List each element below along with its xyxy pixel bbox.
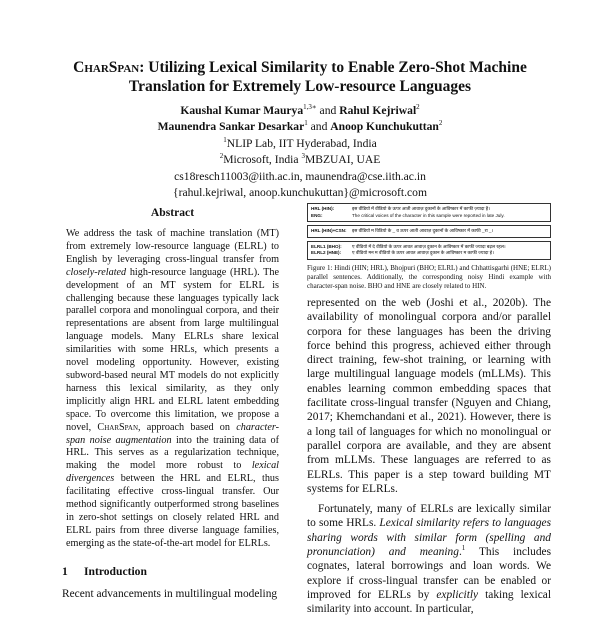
figure-box-elrl xyxy=(307,241,551,260)
figure-row-label: HRL (HIN): xyxy=(311,206,335,211)
abstract-emphasis: closely-related xyxy=(66,266,127,278)
figure-row xyxy=(311,228,547,235)
figure-row-text: इस वीडियो में वीडियो के ऊपर आती आवाज़ दुकानों के आविष्कार में काफी ज़्यादा है। xyxy=(352,206,490,211)
figure-row xyxy=(311,244,547,251)
affiliation-1 xyxy=(40,136,560,152)
figure-row-text: ए वीडियो में दे वीडियो के ऊपर आवत आवाज़ दुकान के आविष्कार में काफी ज्यादा बढ़ल रहल। xyxy=(352,243,506,249)
affiliation-text: Microsoft, India xyxy=(223,153,302,167)
affiliation-2 xyxy=(40,152,560,168)
figure-1 xyxy=(307,203,551,291)
affiliation-mark: 3 xyxy=(301,152,305,161)
abstract-segment: into the training data of HRL. This serves as a regularization technique, making the model more robust to xyxy=(66,434,279,472)
figure-row-text: ए वीडियो मन म वीडियो के ऊपर आवत आवाज़ दुकान के आविष्कार म काफी ज्यादा हे। xyxy=(352,250,494,256)
section-number: 1 xyxy=(62,564,68,578)
figure-row-text: The critical voices of the character in this sample were reported in late July. xyxy=(352,212,505,218)
abstract-heading: Abstract xyxy=(150,206,195,219)
author-name: Anoop Kunchukuttan xyxy=(330,120,439,134)
author-separator: and xyxy=(316,104,340,117)
paragraph-segment: This includes cognates, lateral borrowings and loan words. We explore if cross-lingual transfer can be enabled or improved for ELRLs by xyxy=(307,546,551,601)
author-line-2 xyxy=(40,119,560,135)
abstract-emphasis: lexical divergences xyxy=(66,460,279,485)
abstract-emphasis: character-span noise augmentation xyxy=(66,421,280,446)
right-column-text xyxy=(307,296,551,617)
author-affiliation-mark: 2 xyxy=(438,119,443,128)
figure-row xyxy=(311,213,547,220)
author-emails-2: {rahul.kejriwal, anoop.kunchukuttan}@microsoft.com xyxy=(173,186,427,200)
abstract-method-name: CharSpan xyxy=(97,421,139,433)
author-separator: and xyxy=(307,120,331,134)
affiliation-mark: 2 xyxy=(219,152,224,161)
paragraph: represented on the web (Joshi et al., 2020b). The availability of monolingual corpora and/or parallel corpora for these languages has been the driving force behind this progress, achieved either through direct training, few-shot training, or learning with large multilingual language models (mLLMs). This enables learning common embedding spaces that facilitate cross-lingual transfer (Nguyen and Chiang, 2017; Khemchandani et al., 2021). However, there is a long tail of languages for which no monolingual or parallel corpora are available, and they are absent from mLLMs. These languages are referred to as ELRLs. This paper is a step toward building MT systems for ELRLs. xyxy=(307,297,551,495)
title-method-name: CharSpan xyxy=(73,59,140,76)
introduction-text: Recent advancements in multilingual modeling xyxy=(62,587,278,600)
abstract-segment: We address the task of machine translation (MT) from extremely low-resource language (ELRL) to English by leveraging cross-lingual transfer from xyxy=(66,228,279,265)
figure-row xyxy=(311,250,547,257)
paragraph-emphasis: Lexical similarity refers to languages sharing words with similar form (spelling and pronunciation) and meaning xyxy=(307,517,552,559)
abstract-segment: high-resource language (HRL). The development of an MT system for ELRL is challenging because these languages typically lack parallel corpora and monolingual corpora, and their representations are absent from large multilingual language models. Many ELRLs share lexical similarities with some HRLs, which presents a novel modeling opportunity. However, existing subword-based neural MT models do not explicitly harness this lexical similarity, as they only implicitly align HRL and ELRL latent embedding space. To overcome this limitation, we propose a novel, xyxy=(66,266,279,433)
paragraph-segment: Fortunately, many of ELRLs are lexically similar to some HRLs. xyxy=(307,503,551,530)
paragraph-emphasis: explicitly xyxy=(436,588,479,601)
abstract-text xyxy=(62,228,283,551)
figure-row-label: ELRL2 (HNE): xyxy=(311,250,342,256)
author-block xyxy=(40,103,560,201)
affiliation-text: MBZUAI, UAE xyxy=(304,153,381,167)
paragraph-segment: . xyxy=(458,546,462,559)
figure-row-label: ENG: xyxy=(311,212,323,218)
affiliation-text: NLIP Lab, IIT Hyderabad, India xyxy=(226,136,377,150)
author-affiliation-mark: 2 xyxy=(416,103,420,112)
author-emails-1: cs18resch11003@iith.ac.in, maunendra@cse.iith.ac.in xyxy=(174,169,426,183)
affiliation-mark: 1 xyxy=(223,135,227,144)
paragraph-segment: taking lexical similarity into account. In particular, xyxy=(307,588,551,616)
figure-row-text: इस वीडियो म विडियो के _ व ऊपर आती आवाज़ दुकानों के आविष्कार में काफी _रा _। xyxy=(352,228,494,234)
author-name: Kaushal Kumar Maurya xyxy=(180,104,304,117)
figure-row-label: HRL (HIN)+CSN: xyxy=(311,228,347,234)
section-title: Introduction xyxy=(84,564,147,578)
paper-title xyxy=(40,58,560,96)
author-affiliation-mark: 1 xyxy=(304,119,308,128)
figure-box-noisy-hrl xyxy=(307,225,551,238)
paragraph xyxy=(307,502,551,616)
figure-row-label: ELRL1 (BHO): xyxy=(311,243,342,249)
abstract-segment: between the HRL and ELRL, thus facilitating effective cross-lingual transfer. Our method significantly outperformed strong baselines in zero-shot settings on closely related HRL and ELRL pairs from three diverse language families, emerging as the state-of-the-art model for ELRLs. xyxy=(66,473,279,549)
title-text: : Utilizing Lexical Similarity to Enable Zero-Shot Machine Translation for Extremely Low-resource Languages xyxy=(128,59,527,95)
section-heading-introduction xyxy=(62,565,283,578)
abstract-segment: , approach based on xyxy=(138,421,237,433)
author-line-1 xyxy=(40,103,560,119)
figure-row xyxy=(311,206,547,213)
figure-caption: Figure 1: Hindi (HIN; HRL), Bhojpuri (BHO; ELRL) and Chhattisgarhi (HNE; ELRL) parallel sentences. Additionally, the corresponding noisy Hindi example with character-span noise. BHO and HNE are closely related to HIN. xyxy=(307,263,551,290)
figure-box-hrl-eng xyxy=(307,203,551,222)
author-affiliation-mark: 1,3∗ xyxy=(303,103,317,112)
author-name: Rahul Kejriwal xyxy=(339,104,417,117)
author-name: Maunendra Sankar Desarkar xyxy=(157,120,305,134)
footnote-mark: 1 xyxy=(461,544,466,553)
left-column xyxy=(62,206,283,601)
